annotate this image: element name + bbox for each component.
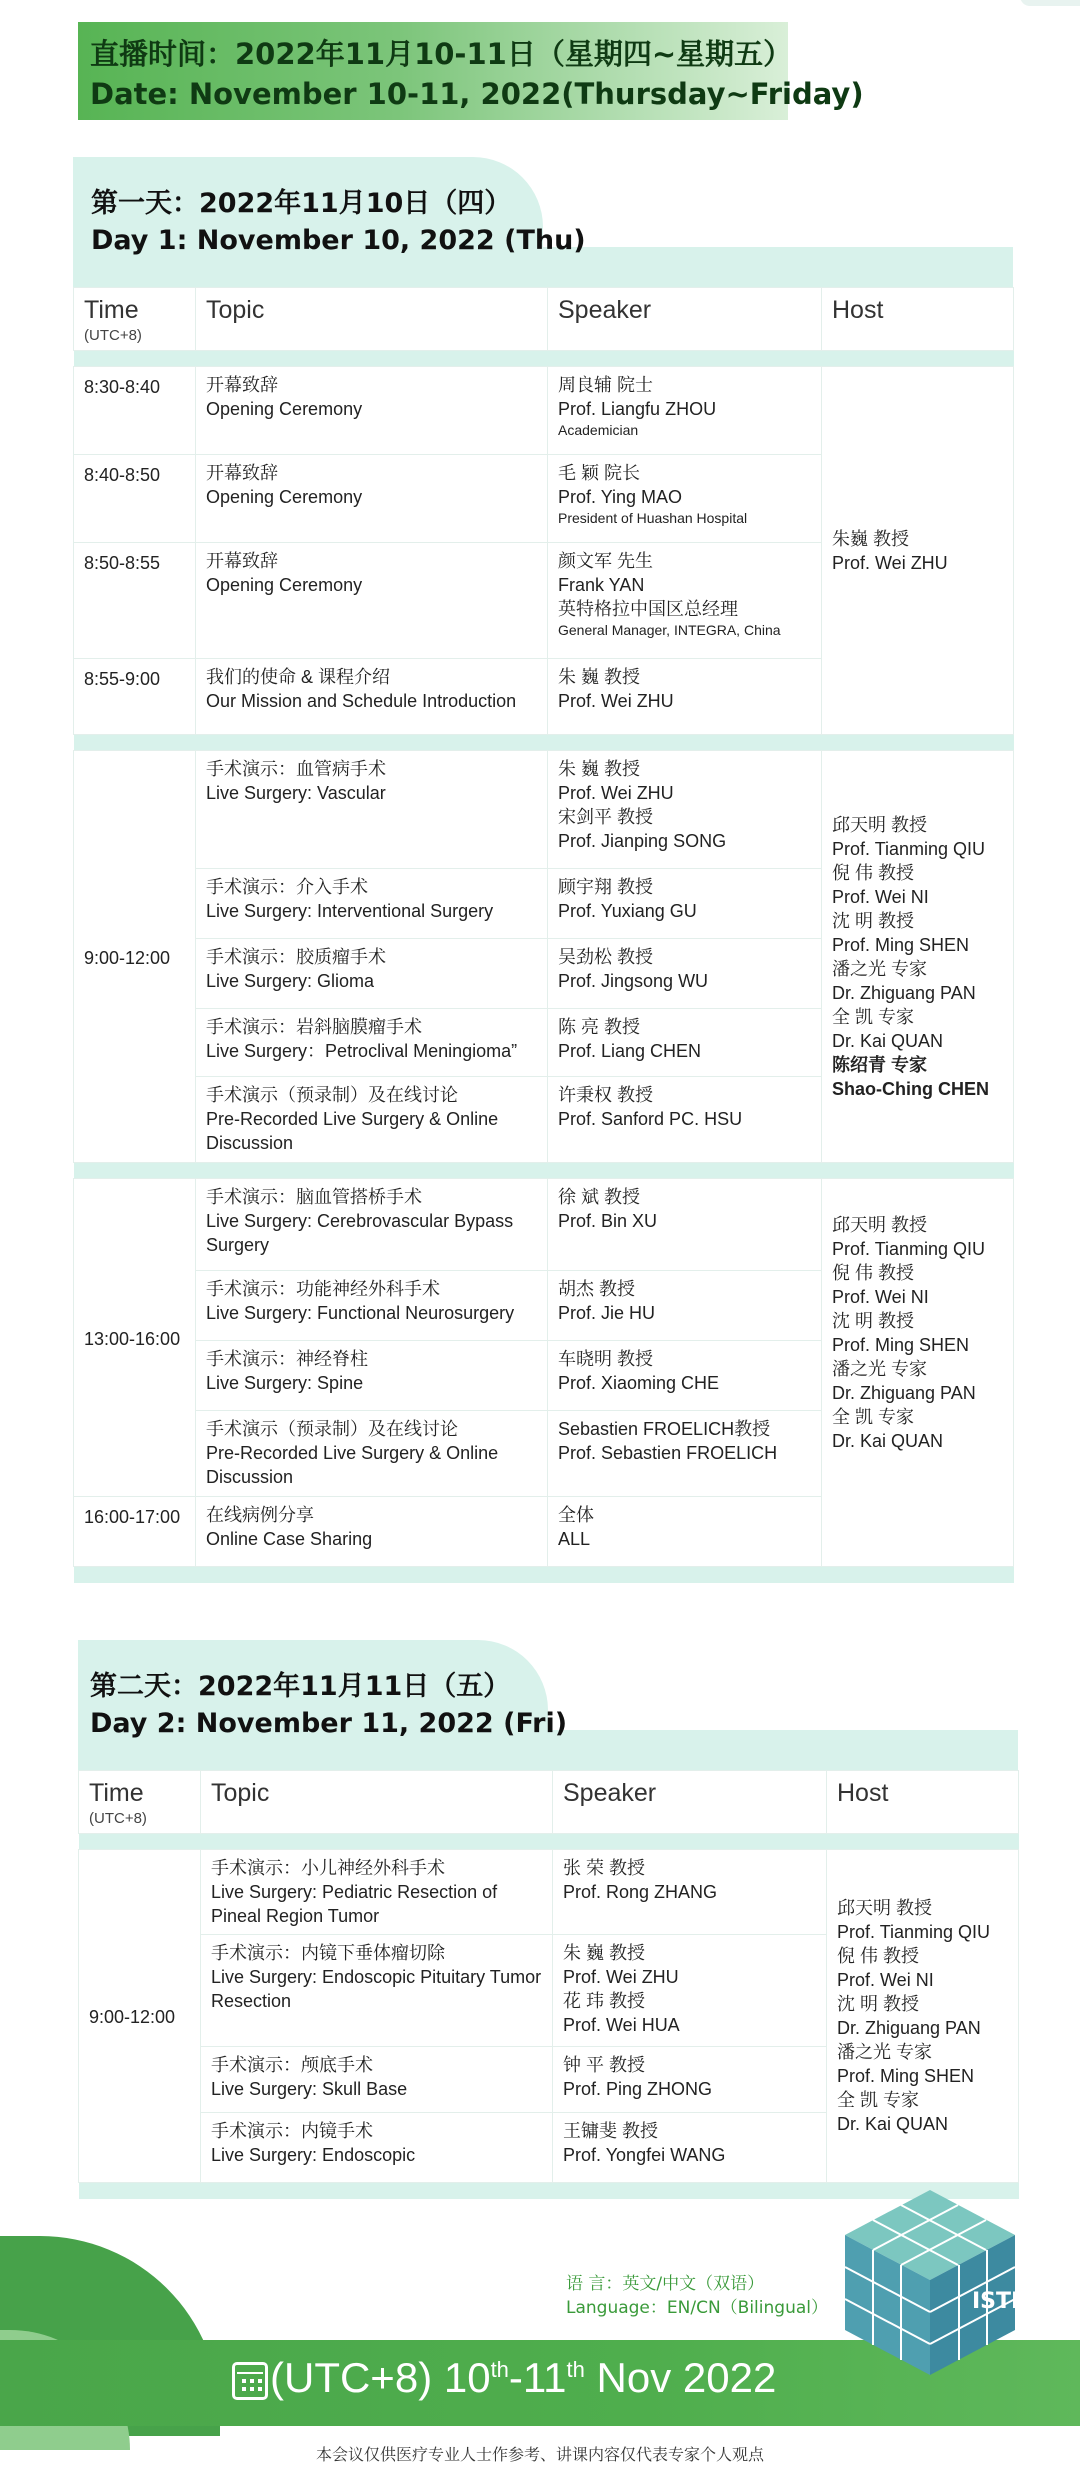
banner-date-cn: 直播时间：2022年11月10-11日（星期四~星期五） [90,37,793,71]
table-header-row [74,288,1014,351]
host-cell-afternoon: 邱天明 教授 Prof. Tianming QIU 倪 伟 教授 Prof. Wei NI 沈 明 教授 Prof. Ming SHEN 潘之光 专家 Dr. Zhiguang PAN 全 凯 专家 Dr. Kai QUAN [822,1179,1014,1567]
day2-header [78,1640,1018,1770]
day1-header [73,157,1013,287]
header-host: Host [822,288,1014,351]
host-cell-day2: 邱天明 教授 Prof. Tianming QIU 倪 伟 教授 Prof. Wei NI 沈 明 教授 Dr. Zhiguang PAN 潘之光 专家 Prof. Ming SHEN 全 凯 专家 Dr. Kai QUAN [827,1850,1019,2183]
svg-text:ISTI: ISTI [972,2289,1020,2314]
table-row: 13:00-16:00 手术演示：脑血管搭桥手术 Live Surgery: Cerebrovascular Bypass Surgery 徐 斌 教授 Prof. Bin XU 邱天明 教授 Prof. Tianming QIU 倪 伟 教授 Prof. Wei NI 沈 明 教授 Prof. Ming SHEN 潘之光 专家 Dr. Zhiguang PAN 全 凯 专家 Dr. Kai QUAN [74,1179,1014,1271]
table-row: 手术演示：岩斜脑膜瘤手术 Live Surgery：Petroclival Meningioma” 陈 亮 教授 Prof. Liang CHEN [74,1009,1014,1077]
table-row: 9:00-12:00 手术演示：小儿神经外科手术 Live Surgery: Pediatric Resection of Pineal Region Tumor 张 荣 教授 Prof. Rong ZHANG 邱天明 教授 Prof. Tianming QIU 倪 伟 教授 Prof. Wei NI 沈 明 教授 Dr. Zhiguang PAN 潘之光 专家 Prof. Ming SHEN 全 凯 专家 Dr. Kai QUAN [79,1850,1019,1935]
footer [0,2180,1080,2478]
header-speaker: Speaker [548,288,822,351]
language-info: 语 言：英文/中文（双语） Language：EN/CN（Bilingual） [566,2274,828,2318]
table-row: 手术演示（预录制）及在线讨论 Pre-Recorded Live Surgery & Online Discussion 许秉权 教授 Prof. Sanford PC. HSU [74,1077,1014,1163]
banner-date-en: Date: November 10-11, 2022(Thursday~Friday) [90,77,864,111]
table-row: 16:00-17:00 在线病例分享 Online Case Sharing 全体 ALL [74,1497,1014,1567]
table-row: 手术演示：介入手术 Live Surgery: Interventional Surgery 顾宇翔 教授 Prof. Yuxiang GU [74,869,1014,939]
day1-title-cn: 第一天：2022年11月10日（四） [91,188,512,219]
table-header-row: Time (UTC+8) Topic Speaker Host [79,1771,1019,1834]
day2-title-cn: 第二天：2022年11月11日（五） [90,1671,511,1702]
table-row: 手术演示（预录制）及在线讨论 Pre-Recorded Live Surgery & Online Discussion Sebastien FROELICH教授 Prof. Sebastien FROELICH [74,1411,1014,1497]
top-corner-decoration [1020,0,1080,6]
table-row: 手术演示：颅底手术 Live Surgery: Skull Base 钟 平 教授 Prof. Ping ZHONG [79,2047,1019,2113]
table-row: 手术演示：神经脊柱 Live Surgery: Spine 车晓明 教授 Prof. Xiaoming CHE [74,1341,1014,1411]
calendar-icon [232,2362,268,2400]
table-row: 8:50-8:55 开幕致辞 Opening Ceremony 颜文军 先生 Frank YAN 英特格拉中国区总经理 General Manager, INTEGRA, China [74,543,1014,659]
table-row: 手术演示：内镜手术 Live Surgery: Endoscopic 王镛斐 教授 Prof. Yongfei WANG [79,2113,1019,2183]
table-row: 手术演示：功能神经外科手术 Live Surgery: Functional Neurosurgery 胡杰 教授 Prof. Jie HU [74,1271,1014,1341]
header-time: Time (UTC+8) [74,288,196,351]
table-row: 手术演示：内镜下垂体瘤切除 Live Surgery: Endoscopic Pituitary Tumor Resection 朱 巍 教授 Prof. Wei ZHU 花 玮 教授 Prof. Wei HUA [79,1935,1019,2047]
disclaimer-text: 本会议仅供医疗专业人士作参考、讲课内容仅代表专家个人观点 [315,2445,764,2464]
footer-date: (UTC+8) 10th-11th Nov 2022 [270,2354,777,2401]
day2-schedule-table [78,1770,1019,2199]
isti-cube-logo [830,2180,1030,2380]
header-topic: Topic [196,288,548,351]
table-row: 9:00-12:00 手术演示：血管病手术 Live Surgery: Vascular 朱 巍 教授 Prof. Wei ZHU 宋剑平 教授 Prof. Jianping SONG 邱天明 教授 Prof. Tianming QIU 倪 伟 教授 Prof. Wei NI 沈 明 教授 Prof. Ming SHEN 潘之光 专家 Dr. Zhiguang PAN 全 凯 专家 Dr. Kai QUAN 陈绍青 专家 Shao-Ching CHEN [74,751,1014,869]
table-row: 8:55-9:00 我们的使命 & 课程介绍 Our Mission and Schedule Introduction 朱 巍 教授 Prof. Wei ZHU [74,659,1014,735]
day1-section [73,157,1013,1583]
day1-title-en: Day 1: November 10, 2022 (Thu) [91,225,586,256]
table-row: 8:40-8:50 开幕致辞 Opening Ceremony 毛 颖 院长 Prof. Ying MAO President of Huashan Hospital [74,455,1014,543]
day2-section [78,1640,1018,2199]
day2-title-en: Day 2: November 11, 2022 (Fri) [90,1708,568,1739]
day1-schedule-table [73,287,1014,1583]
host-cell-morning: 邱天明 教授 Prof. Tianming QIU 倪 伟 教授 Prof. Wei NI 沈 明 教授 Prof. Ming SHEN 潘之光 专家 Dr. Zhiguang PAN 全 凯 专家 Dr. Kai QUAN 陈绍青 专家 Shao-Ching CHEN [822,751,1014,1163]
host-cell-opening: 朱巍 教授 Prof. Wei ZHU [822,367,1014,735]
date-banner [78,22,864,120]
table-row: 8:30-8:40 开幕致辞 Opening Ceremony 周良辅 院士 Prof. Liangfu ZHOU Academician 朱巍 教授 Prof. Wei ZHU [74,367,1014,455]
table-row: 手术演示：胶质瘤手术 Live Surgery: Glioma 吴劲松 教授 Prof. Jingsong WU [74,939,1014,1009]
